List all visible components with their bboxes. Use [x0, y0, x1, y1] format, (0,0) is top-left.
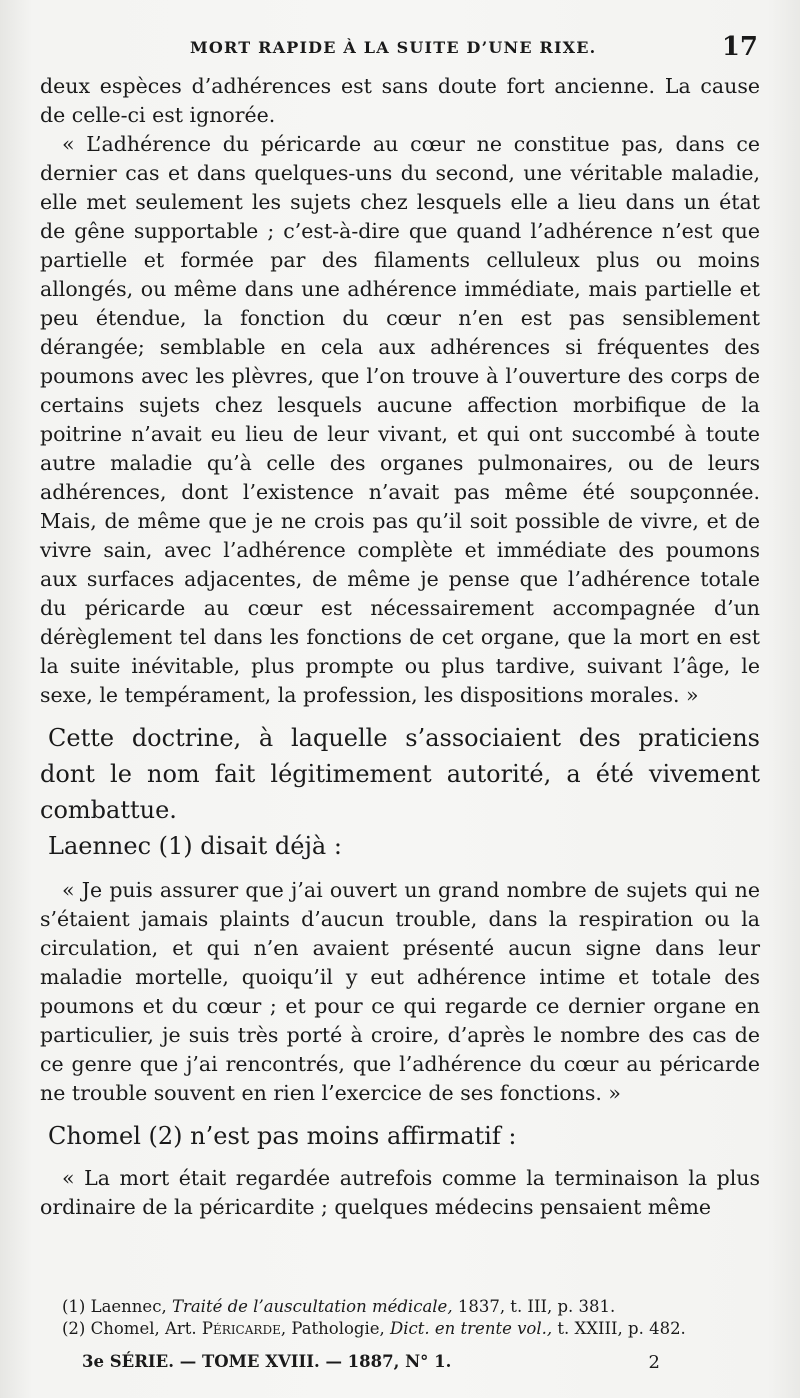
footnotes	[62, 1296, 762, 1340]
paragraph-chomel-intro: Chomel (2) n’est pas moins affirmatif :	[48, 1122, 517, 1150]
series-line: 3e SÉRIE. — TOME XVIII. — 1887, N° 1.	[82, 1352, 452, 1371]
running-title: MORT RAPIDE À LA SUITE D’UNE RIXE.	[190, 38, 597, 57]
footnote-2: (2) Chomel, Art. Péricarde, Pathologie, Dict. en trente vol., t. XXIII, p. 482.	[62, 1319, 686, 1338]
sheet-number: 2	[648, 1352, 660, 1373]
page-header	[40, 30, 758, 70]
volume-signature	[82, 1352, 660, 1371]
paragraph-quote-adherence: « L’adhérence du péricarde au cœur ne constitue pas, dans ce dernier cas et dans quelques-uns du second, une véritable maladie, elle met seulement les sujets chez lesquels elle a lieu dans un état de gêne supportable ; c’est-à-dire que quand l’adhérence n’est que partielle et formée par des filaments celluleux plus ou moins allongés, ou même dans une adhérence immédiate, mais partielle et peu étendue, la fonction du cœur n’en est pas sensiblement dérangée; semblable en cela aux adhérences si fréquentes des poumons avec les plèvres, que l’on trouve à l’ouverture des corps de certains sujets chez lesquels aucune affection morbifique de la poitrine n’avait eu lieu de leur vivant, et qui ont succombé à toute autre maladie qu’à celle des organes pulmonaires, ou de leurs adhérences, dont l’existence n’avait pas même été soupçonnée. Mais, de même que je ne crois pas qu’il soit possible de vivre, et de vivre sain, avec l’adhérence complète et immédiate des poumons aux surfaces adjacentes, de même je pense que l’adhérence totale du péricarde au cœur est nécessairement accompagnée d’un dérèglement tel dans les fonctions de cet organe, que la mort en est la suite inévitable, plus prompte ou plus tardive, suivant l’âge, le sexe, le tempérament, la profession, les dispositions morales. »	[40, 132, 760, 707]
page-number: 17	[721, 32, 758, 62]
paragraph-chomel-quote: « La mort était regardée autrefois comme la terminaison la plus ordinaire de la péricardite ; quelques médecins pensaient même	[40, 1166, 760, 1219]
body-text	[40, 72, 760, 1222]
paragraph-laennec-quote: « Je puis assurer que j’ai ouvert un grand nombre de sujets qui ne s’étaient jamais plaints d’aucun trouble, dans la respiration ou la circulation, et qui n’en avaient présenté aucun signe dans leur maladie mortelle, quoiqu’il y eut adhérence intime et totale des poumons et du cœur ; et pour ce qui regarde ce dernier organe en particulier, je suis très porté à croire, d’après le nombre des cas de ce genre que j’ai rencontrés, que l’adhérence du cœur au péricarde ne trouble souvent en rien l’exercice de ses fonctions. »	[40, 878, 760, 1105]
paragraph-laennec-intro: Laennec (1) disait déjà :	[48, 832, 342, 860]
footnote-1: (1) Laennec, Traité de l’auscultation médicale, 1837, t. III, p. 381.	[62, 1297, 616, 1316]
paragraph-doctrine: Cette doctrine, à laquelle s’associaient des praticiens dont le nom fait légitimement autorité, a été vivement combattue.	[40, 724, 760, 824]
paragraph-continuation: deux espèces d’adhérences est sans doute fort ancienne. La cause de celle-ci est ignorée.	[40, 74, 760, 127]
